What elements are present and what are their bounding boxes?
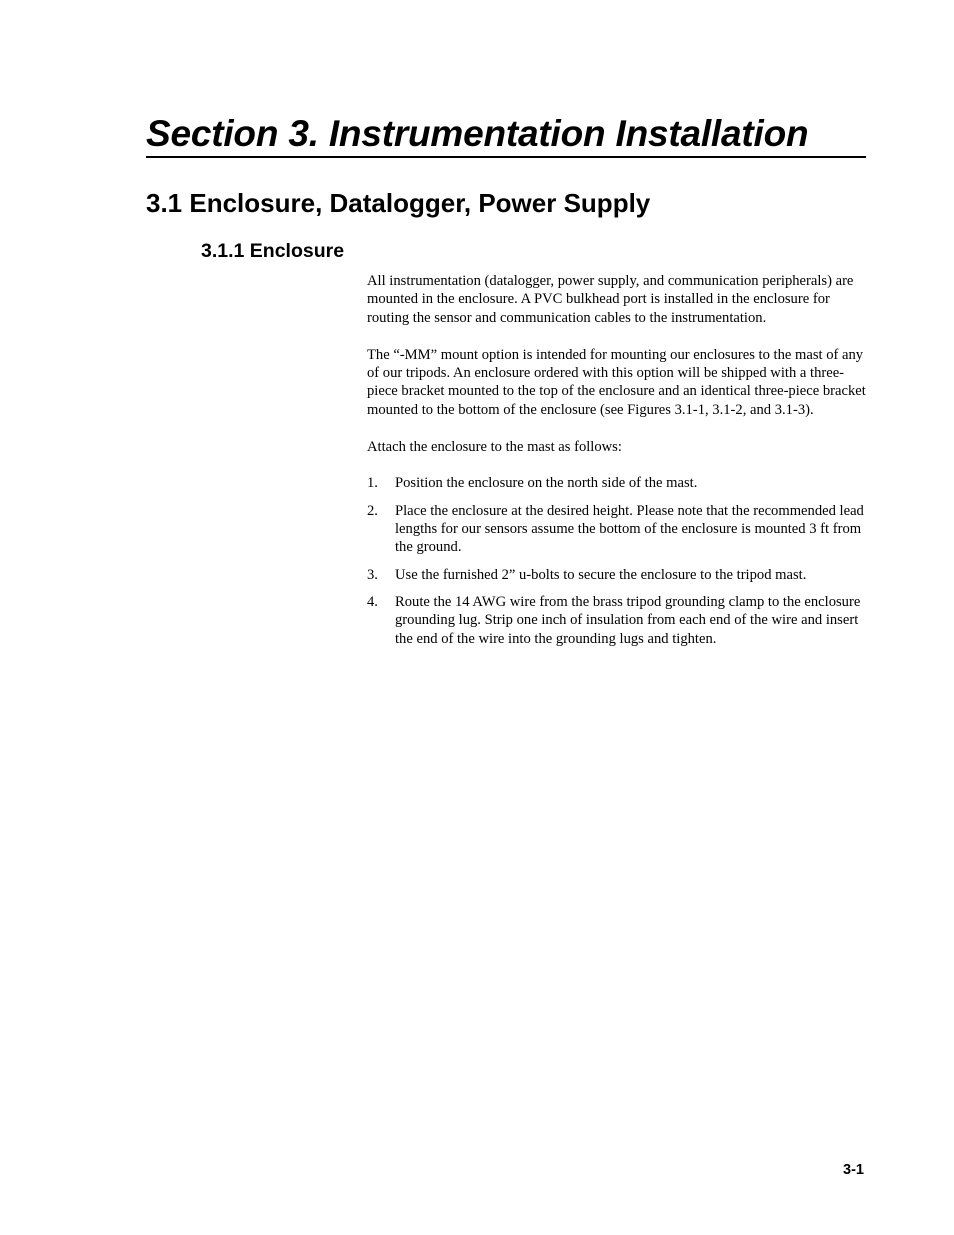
- body-text-column: [367, 272, 867, 657]
- step-number: 1.: [367, 475, 378, 492]
- installation-steps-list: [367, 474, 867, 648]
- step-text: Place the enclosure at the desired height. Please note that the recommended lead lengths for our sensors assume the bottom of the enclosure is mounted 3 ft from the ground.: [395, 502, 864, 556]
- step-number: 4.: [367, 593, 378, 610]
- paragraph-mm-mount-option: The “-MM” mount option is intended for mounting our enclosures to the mast of any of our tripods. An enclosure ordered with this option will be shipped with a three-piece bracket mounted to the top of the enclosure and an identical three-piece bracket mounted to the bottom of the enclosure (see Figures 3.1-1, 3.1-2, and 3.1-3).: [367, 346, 866, 418]
- heading-3-1-1: 3.1.1 Enclosure: [201, 240, 345, 262]
- heading-3-1: 3.1 Enclosure, Datalogger, Power Supply: [146, 188, 651, 218]
- page-number: 3-1: [843, 1162, 864, 1178]
- step-text: Use the furnished 2” u-bolts to secure the enclosure to the tripod mast.: [395, 566, 807, 583]
- step-number: 3.: [367, 566, 378, 583]
- step-item: [367, 502, 867, 557]
- step-text: Position the enclosure on the north side of the mast.: [395, 475, 698, 492]
- step-number: 2.: [367, 502, 378, 519]
- step-item: [367, 566, 867, 584]
- section-title-rule: [146, 156, 866, 158]
- section-title: Section 3. Instrumentation Installation: [146, 113, 809, 154]
- step-text: Route the 14 AWG wire from the brass tripod grounding clamp to the enclosure grounding lug. Strip one inch of insulation from each end of the wire and insert the end of the wire into the grounding lugs and tighten.: [395, 593, 861, 647]
- paragraph-attach-intro: Attach the enclosure to the mast as follows:: [367, 438, 622, 455]
- step-item: [367, 474, 867, 492]
- step-item: [367, 593, 867, 648]
- paragraph-instrumentation: All instrumentation (datalogger, power supply, and communication peripherals) are mounted in the enclosure. A PVC bulkhead port is installed in the enclosure for routing the sensor and communication cables to the instrumentation.: [367, 273, 854, 326]
